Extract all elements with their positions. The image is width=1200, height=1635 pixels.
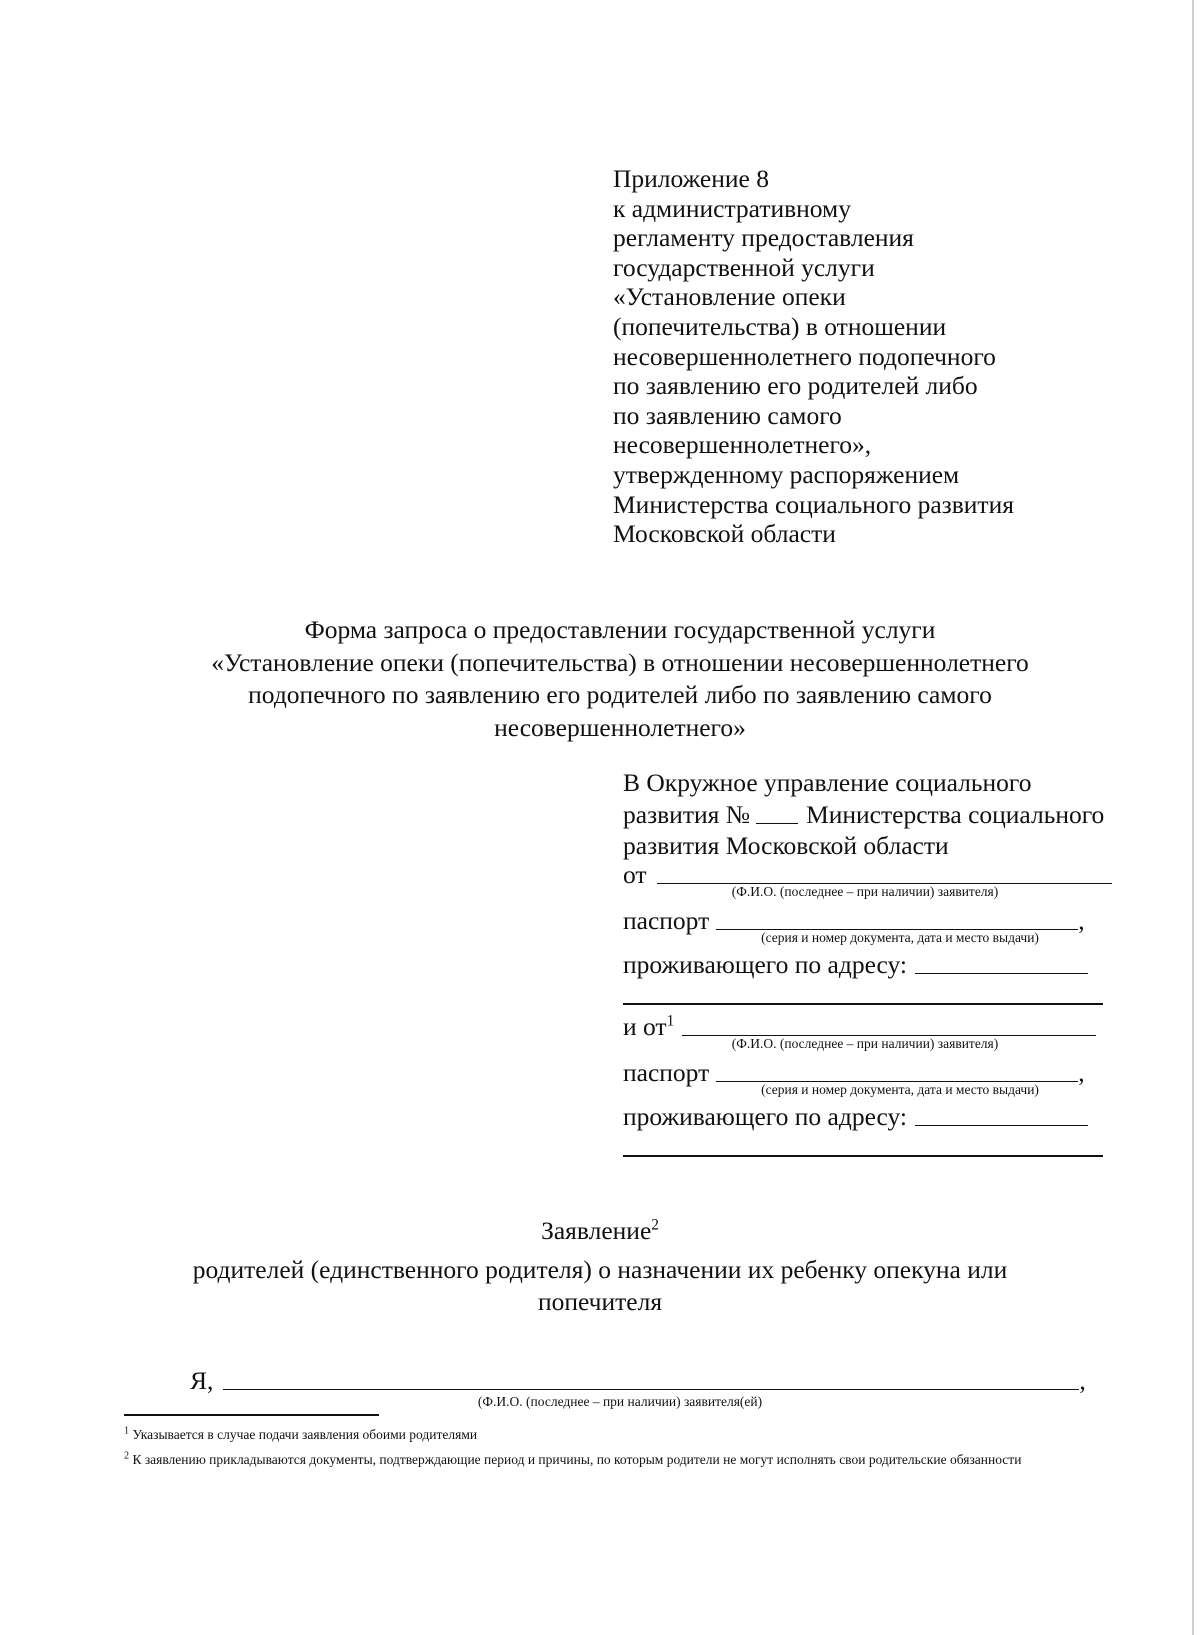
footnote-1: [124, 1425, 1114, 1445]
declarant-comma: ,: [1079, 1366, 1086, 1395]
footnote-number: 1: [124, 1425, 130, 1437]
form-title-line: несовершеннолетнего»: [494, 712, 746, 742]
declarant-name-field[interactable]: [223, 1389, 1079, 1391]
form-title-line: Форма запроса о предоставлении государственной услуги: [304, 615, 936, 644]
applicant2-address-field[interactable]: [915, 1125, 1088, 1127]
statement-subtitle-line: родителей (единственного родителя) о назначении их ребенку опекуна или: [192, 1254, 1008, 1284]
applicant2-address-label: проживающего по адресу:: [623, 1102, 907, 1131]
applicant2-from-label: и $от^1$: [623, 1012, 675, 1041]
appendix-line: «Установление опеки: [613, 282, 846, 312]
addressee-line: В Окружное управление социального: [623, 768, 1032, 797]
form-title-line: подопечного по заявлению его родителей либо по заявлению самого: [248, 680, 992, 709]
footnote-ref-2: 2: [651, 1216, 659, 1234]
addressee-line: [623, 799, 1123, 831]
addressee-ministry-label: Министерства социального: [806, 799, 1105, 829]
appendix-line: Министерства социального развития: [613, 489, 1014, 519]
appendix-line: несовершеннолетнего»,: [613, 430, 872, 460]
statement-subtitle-line: попечителя: [537, 1287, 663, 1316]
declarant-row: [190, 1364, 1086, 1396]
applicant1-address-field-continued[interactable]: [623, 1003, 1103, 1005]
statement-heading: [100, 1215, 1100, 1319]
applicant2-name-hint: (Ф.И.О. (последнее – при наличии) заявителя): [731, 1036, 999, 1051]
applicant1-address-row: [623, 948, 1088, 980]
addressee-line: развития Московской области: [623, 831, 949, 860]
footnote-text: К заявлению прикладываются документы, подтверждающие период и причины, по которым родители не могут исполнять свои родительские обязанности: [132, 1452, 1022, 1467]
footnote-ref-1: 1: [666, 1012, 675, 1030]
addressee-number-label: развития №: [623, 799, 751, 829]
applicant1-address-label: проживающего по адресу:: [623, 950, 907, 979]
applicant1-passport-hint: (серия и номер документа, дата и место выдачи): [761, 930, 1039, 945]
appendix-line: (попечительства) в отношении: [613, 311, 947, 341]
footnote-2: [124, 1450, 1114, 1470]
appendix-line: по заявлению его родителей либо: [613, 371, 978, 401]
district-number-field[interactable]: [756, 823, 798, 825]
applicant2-passport-hint: (серия и номер документа, дата и место выдачи): [761, 1082, 1039, 1097]
appendix-line: утвержденному распоряжением: [613, 459, 960, 489]
appendix-line: регламенту предоставления: [613, 223, 914, 253]
appendix-line: Московской области: [613, 519, 836, 549]
statement-title: Заявление$^2$: [541, 1216, 659, 1245]
appendix-line: Приложение 8: [613, 164, 769, 193]
page-edge-line: [1192, 0, 1194, 1635]
applicant2-address-row: [623, 1100, 1088, 1132]
declarant-label: Я,: [190, 1366, 214, 1395]
appendix-header: [613, 164, 1113, 549]
applicant2-passport-comma: ,: [1078, 1058, 1085, 1087]
form-title-line: «Установление опеки (попечительства) в отношении несовершеннолетнего: [211, 647, 1029, 677]
appendix-line: по заявлению самого: [613, 400, 842, 430]
applicant1-address-field[interactable]: [915, 973, 1088, 975]
declarant-name-hint: (Ф.И.О. (последнее – при наличии) заявителя(ей): [477, 1394, 763, 1409]
applicant1-from-label: от: [623, 860, 647, 889]
form-title: [120, 614, 1120, 744]
footnote-number: 2: [124, 1450, 130, 1462]
applicant1-passport-comma: ,: [1078, 906, 1085, 935]
appendix-line: к административному: [613, 193, 851, 223]
applicant1-passport-label: паспорт: [623, 906, 710, 935]
applicant2-address-field-continued[interactable]: [623, 1155, 1103, 1157]
addressee-block: [623, 767, 1123, 862]
appendix-line: государственной услуги: [613, 252, 875, 282]
applicant2-passport-label: паспорт: [623, 1058, 710, 1087]
appendix-line: несовершеннолетнего подопечного: [613, 341, 996, 371]
applicant1-name-hint: (Ф.И.О. (последнее – при наличии) заявителя): [731, 884, 999, 899]
footnote-separator: [124, 1414, 379, 1416]
footnote-text: Указывается в случае подачи заявления обоими родителями: [132, 1427, 478, 1442]
